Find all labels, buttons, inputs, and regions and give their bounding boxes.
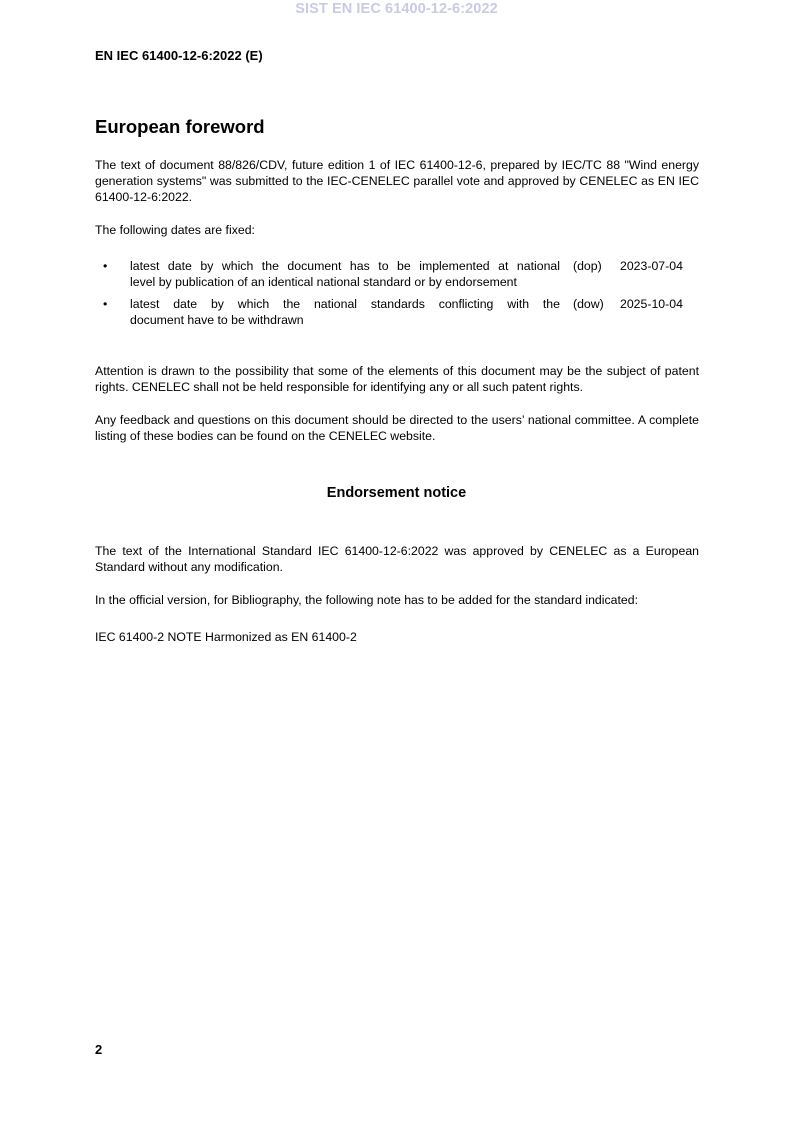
page-number: 2: [95, 1042, 103, 1057]
dates-intro-paragraph: The following dates are fixed:: [95, 223, 255, 237]
date-description-line: latest date by which the document has to be implemented at national: [130, 259, 560, 273]
harmonized-note: IEC 61400-2 NOTE Harmonized as EN 61400-2: [95, 630, 357, 644]
bibliography-note-paragraph: In the official version, for Bibliography, the following note has to be added for the standard indicated:: [95, 593, 639, 607]
date-value: 2025-10-04: [620, 297, 683, 311]
foreword-title: European foreword: [95, 116, 265, 137]
date-description-line: latest date by which the national standards conflicting with the: [130, 297, 560, 311]
bullet-icon: •: [103, 259, 108, 273]
foreword-intro-paragraph: The text of document 88/826/CDV, future edition 1 of IEC 61400-12-6, prepared by IEC/TC 88 "Wind energy generation systems" was submitted to the IEC-CENELEC parallel vote and approved by CENELEC as EN IEC 61400-12-6:2022.: [95, 158, 699, 204]
date-row-dow: [95, 296, 699, 334]
endorsement-paragraph: The text of the International Standard IEC 61400-12-6:2022 was approved by CENELEC as a European Standard without any modification.: [95, 544, 699, 574]
watermark: SIST EN IEC 61400-12-6:2022: [295, 1, 498, 17]
bullet-icon: •: [103, 297, 108, 311]
date-description-line: level by publication of an identical national standard or by endorsement: [130, 275, 517, 289]
date-description: [130, 296, 560, 328]
date-abbreviation: (dop): [573, 259, 602, 273]
date-description: [130, 258, 560, 290]
date-value: 2023-07-04: [620, 259, 683, 273]
date-row-dop: [95, 258, 699, 296]
document-header-id: EN IEC 61400-12-6:2022 (E): [95, 48, 263, 63]
dates-list: [95, 258, 699, 334]
feedback-paragraph: Any feedback and questions on this document should be directed to the users’ national committee. A complete listing of these bodies can be found on the CENELEC website.: [95, 413, 699, 443]
date-description-line: document have to be withdrawn: [130, 313, 304, 327]
date-abbreviation: (dow): [573, 297, 604, 311]
patent-notice-paragraph: Attention is drawn to the possibility that some of the elements of this document may be the subject of patent rights. CENELEC shall not be held responsible for identifying any or all such patent rights.: [95, 364, 699, 394]
endorsement-title: Endorsement notice: [326, 485, 467, 501]
